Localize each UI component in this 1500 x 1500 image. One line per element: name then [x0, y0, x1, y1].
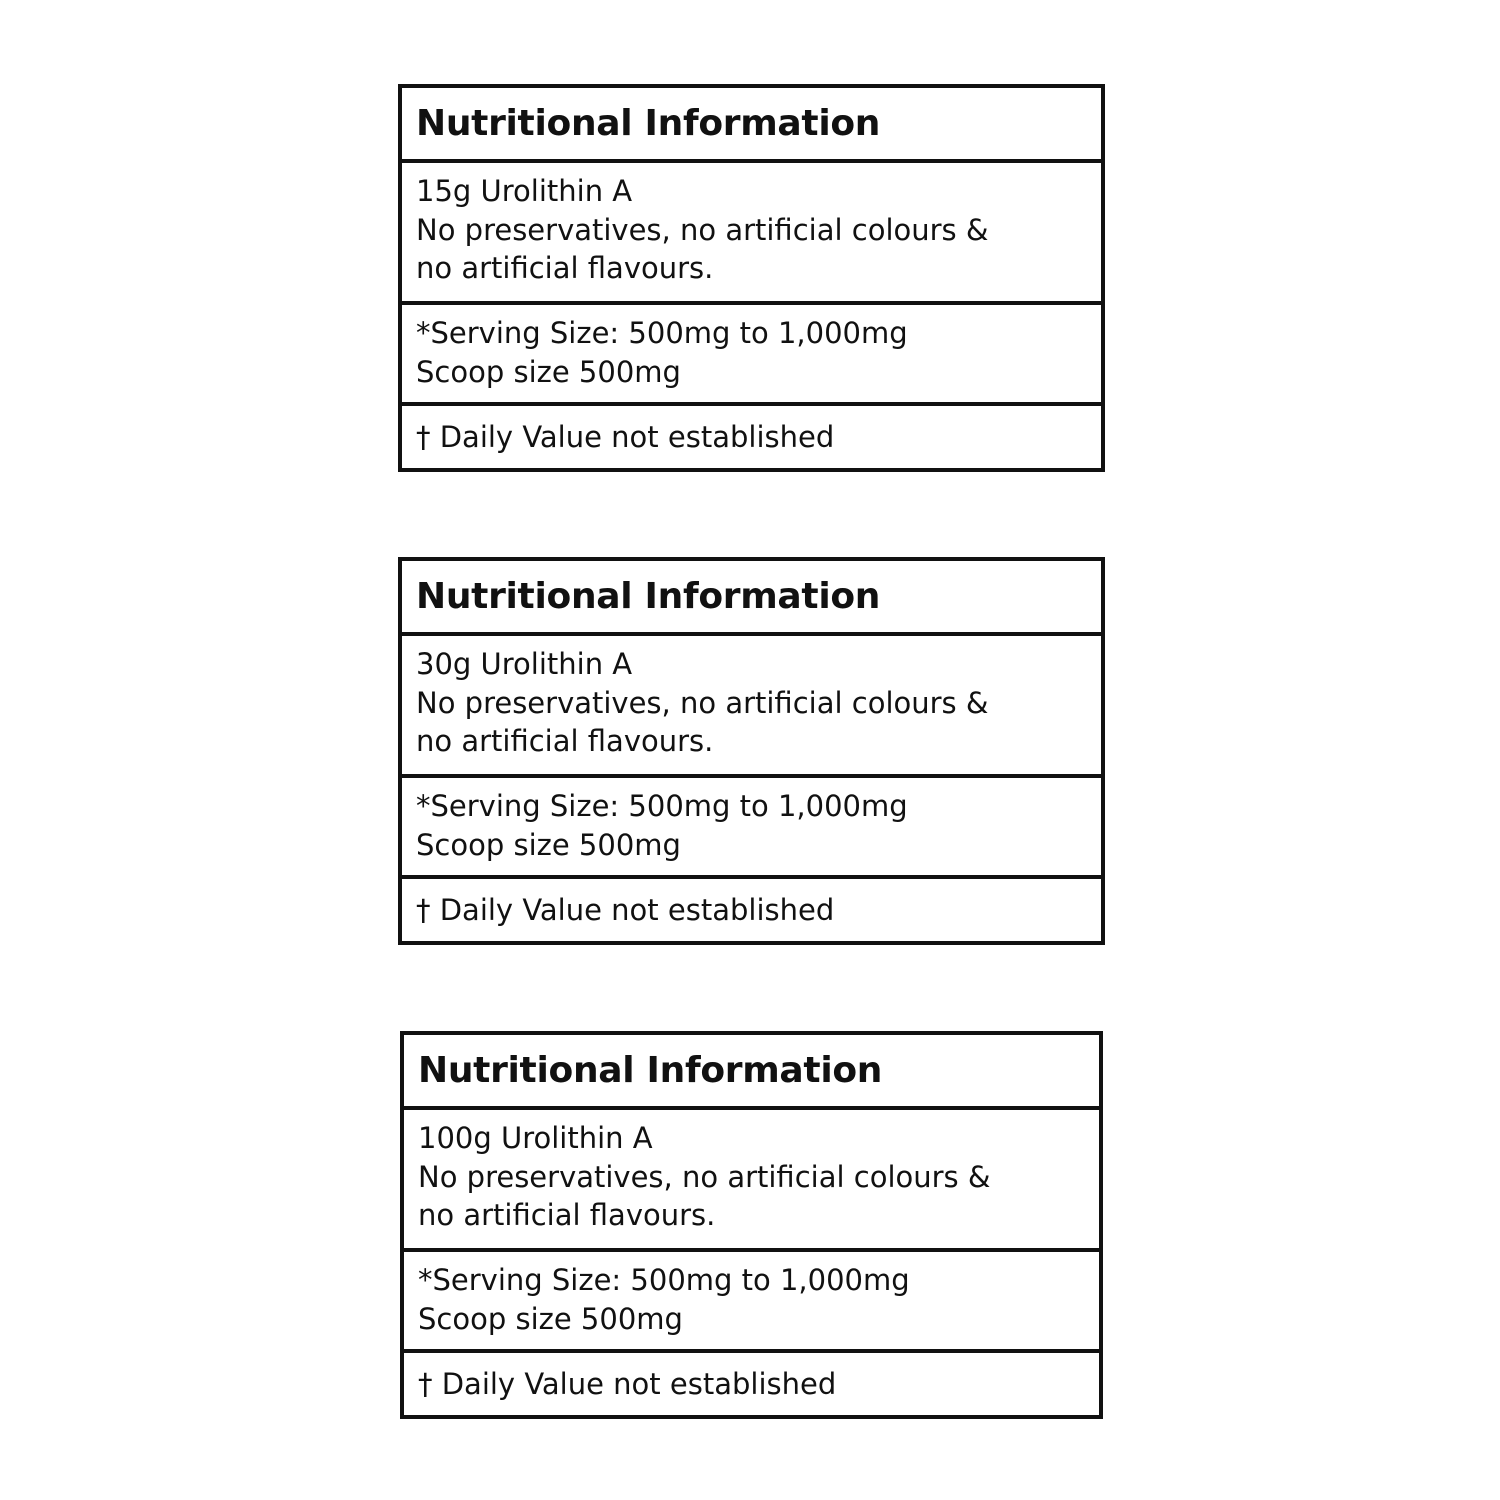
scoop-size: Scoop size 500mg	[418, 1301, 683, 1336]
claim-line-2: no artificial flavours.	[418, 1198, 716, 1232]
claim-line-2: no artificial flavours.	[416, 251, 714, 285]
serving-size: *Serving Size: 500mg to 1,000mg	[416, 789, 908, 823]
panel-title-row	[404, 1035, 1099, 1110]
claim-line-2: no artificial flavours.	[416, 724, 714, 758]
claim-line-1: No preservatives, no artificial colours &	[418, 1159, 991, 1194]
scoop-size: Scoop size 500mg	[416, 354, 681, 389]
panel-title-row	[402, 88, 1101, 163]
serving-size: *Serving Size: 500mg to 1,000mg	[416, 316, 908, 350]
product-info-row	[404, 1110, 1099, 1252]
product-name: 15g Urolithin A	[416, 174, 633, 208]
serving-size: *Serving Size: 500mg to 1,000mg	[418, 1263, 910, 1297]
product-info-row	[402, 163, 1101, 305]
serving-row	[404, 1252, 1099, 1353]
daily-value-row	[402, 879, 1101, 941]
nutrition-panel-30g	[398, 557, 1105, 945]
product-name: 30g Urolithin A	[416, 647, 633, 681]
claim-line-1: No preservatives, no artificial colours &	[416, 685, 989, 720]
daily-value-note: † Daily Value not established	[416, 893, 835, 927]
panel-title-row	[402, 561, 1101, 636]
serving-row	[402, 778, 1101, 879]
product-name: 100g Urolithin A	[418, 1121, 653, 1155]
nutrition-panel-100g	[400, 1031, 1103, 1419]
daily-value-note: † Daily Value not established	[416, 420, 835, 454]
panel-title: Nutritional Information	[416, 576, 881, 617]
panel-title: Nutritional Information	[418, 1050, 883, 1091]
panel-title: Nutritional Information	[416, 103, 881, 144]
daily-value-note: † Daily Value not established	[418, 1367, 837, 1401]
nutrition-panel-15g	[398, 84, 1105, 472]
scoop-size: Scoop size 500mg	[416, 827, 681, 862]
product-info-row	[402, 636, 1101, 778]
daily-value-row	[402, 406, 1101, 468]
claim-line-1: No preservatives, no artificial colours &	[416, 212, 989, 247]
daily-value-row	[404, 1353, 1099, 1415]
serving-row	[402, 305, 1101, 406]
